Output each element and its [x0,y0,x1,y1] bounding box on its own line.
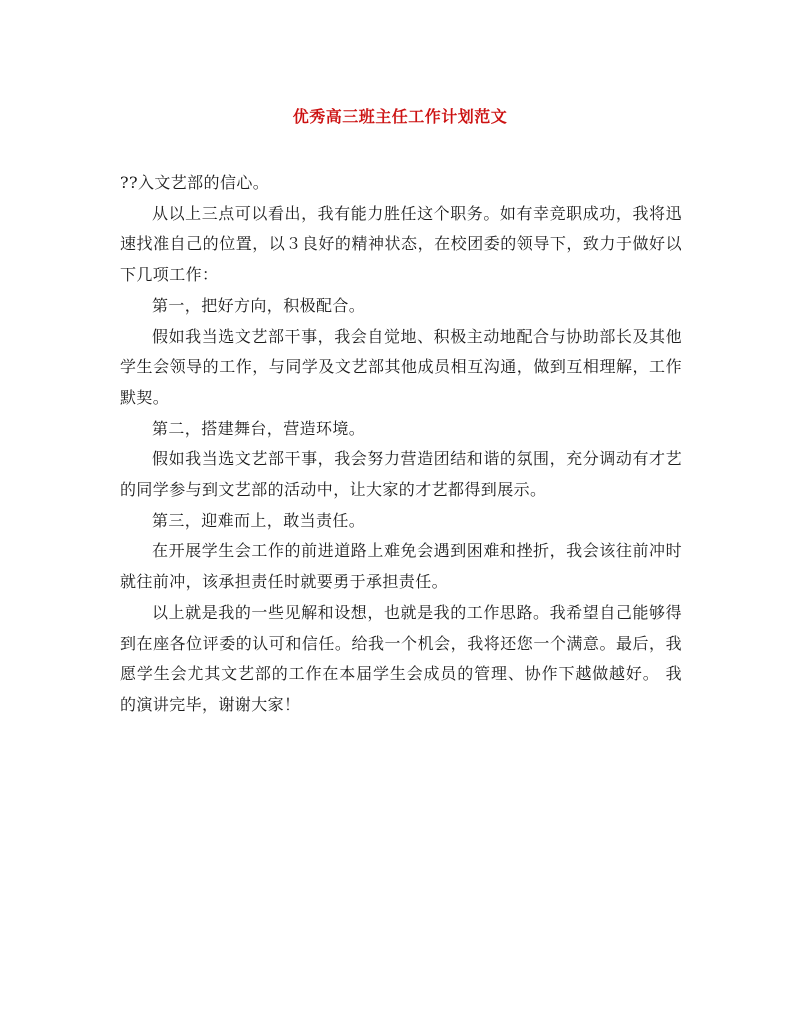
document-body [120,168,682,721]
paragraph: 第一，把好方向，积极配合。 [152,295,366,315]
paragraph: 从以上三点可以看出，我有能力胜任这个职务。如有幸竞职成功，我将迅速找准自己的位置，以３良好的精神状态，在校团委的领导下，致力于做好以下几项工作： [120,203,682,285]
paragraph: 在开展学生会工作的前进道路上难免会遇到困难和挫折，我会该往前冲时就往前冲，该承担责任时就要勇于承担责任。 [120,541,682,592]
document-title: 优秀高三班主任工作计划范文 [292,107,508,126]
paragraph: 以上就是我的一些见解和设想，也就是我的工作思路。我希望自己能够得到在座各位评委的认可和信任。给我一个机会，我将还您一个满意。最后，我愿学生会尤其文艺部的工作在本届学生会成员的管理、协作下越做越好。 我的演讲完毕，谢谢大家！ [120,602,682,714]
paragraph: 第三，迎难而上，敢当责任。 [152,510,366,530]
paragraph: 第二，搭建舞台，营造环境。 [152,418,366,438]
paragraph: 假如我当选文艺部干事，我会自觉地、积极主动地配合与协助部长及其他学生会领导的工作，与同学及文艺部其他成员相互沟通，做到互相理解，工作默契。 [120,326,682,407]
paragraph: 假如我当选文艺部干事，我会努力营造团结和谐的氛围，充分调动有才艺的同学参与到文艺部的活动中，让大家的才艺都得到展示。 [120,449,682,500]
paragraph: ??入文艺部的信心。 [120,173,270,192]
